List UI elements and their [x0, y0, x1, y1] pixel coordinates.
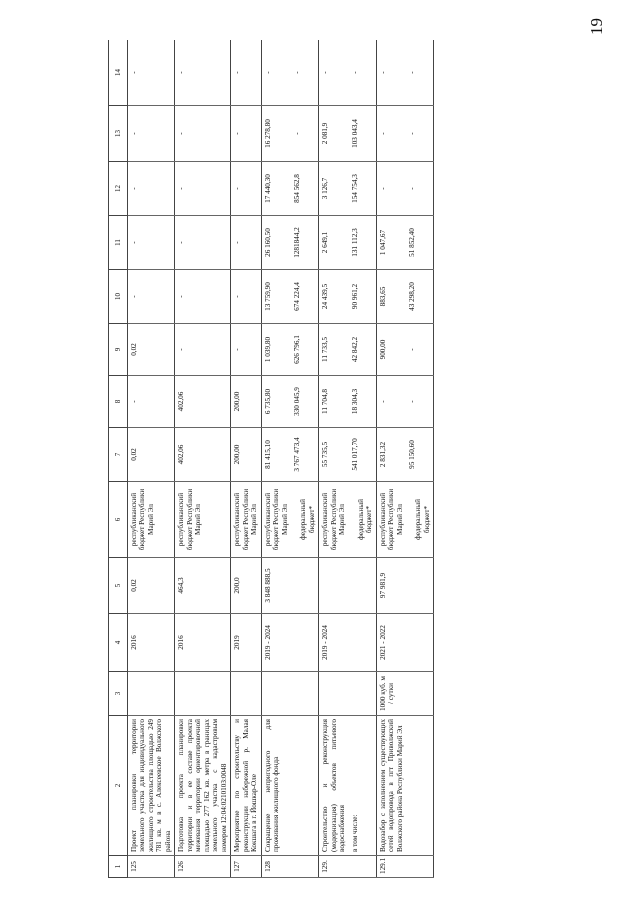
table-cell: - [175, 162, 231, 216]
table-cell: 18 304,3 [349, 376, 376, 428]
table-cell [291, 716, 318, 856]
table-row [128, 40, 175, 878]
table-cell: 129.1 [376, 856, 406, 878]
table-cell: - [231, 106, 261, 162]
table-cell: 154 754,3 [349, 162, 376, 216]
table-cell: 0,02 [128, 558, 175, 614]
table-cell: республиканский бюджет Республики Марий Эл [231, 482, 261, 558]
table-cell: 2019 - 2024 [261, 614, 291, 672]
column-header: 7 [109, 428, 128, 482]
table-cell: - [406, 40, 433, 106]
table-cell: 200,0 [231, 558, 261, 614]
table-cell: 6 735,80 [261, 376, 291, 428]
table-cell [406, 614, 433, 672]
table-cell: - [128, 106, 175, 162]
table-cell: 2016 [128, 614, 175, 672]
table-cell: 103 043,4 [349, 106, 376, 162]
table-cell: 1281844,2 [291, 216, 318, 270]
table-row [319, 40, 349, 878]
table-cell: республиканский бюджет Республики Марий Эл [128, 482, 175, 558]
column-header: 4 [109, 614, 128, 672]
column-header: 2 [109, 716, 128, 856]
table-cell [291, 614, 318, 672]
table-row [349, 40, 376, 878]
column-header: 1 [109, 856, 128, 878]
table-cell: - [376, 162, 406, 216]
table-cell: Проект планировки территории земельного участка для индивидуального жилищного строительства площадью 249 781 кв. м в с. Алексеевское Волжского района [128, 716, 175, 856]
table-cell: 2016 [175, 614, 231, 672]
table-cell: Подготовка проекта планировки территории и в ее составе проекта межевания территории ориентировочной площадью 277 162 кв. метра в границах земельного участка с кадастровым номером 12:04:0210103:0048 [175, 716, 231, 856]
table-cell: 900,00 [376, 324, 406, 376]
table-row [376, 40, 406, 878]
table-cell: 1 039,80 [261, 324, 291, 376]
table-cell: 43 298,20 [406, 270, 433, 324]
table-cell: - [231, 270, 261, 324]
table-cell: - [175, 40, 231, 106]
table-cell: - [406, 162, 433, 216]
table-cell: - [128, 270, 175, 324]
table-cell: федеральный бюджет* [406, 482, 433, 558]
table-cell: Мероприятие по строительству и реконструкции набережной р. Малая Кокшага в г. Йошкар-Оле [231, 716, 261, 856]
table-cell: республиканский бюджет Республики Марий Эл [175, 482, 231, 558]
table-cell [406, 558, 433, 614]
table-cell: 674 224,4 [291, 270, 318, 324]
column-header: 14 [109, 40, 128, 106]
table-cell: 2 081,9 [319, 106, 349, 162]
table-cell: 42 842,2 [349, 324, 376, 376]
table-cell [349, 614, 376, 672]
table-cell: 464,3 [175, 558, 231, 614]
table-cell: 626 796,1 [291, 324, 318, 376]
table-cell: 330 045,9 [291, 376, 318, 428]
table-cell [261, 672, 291, 716]
page-number: 19 [587, 18, 606, 35]
table-cell: 97 981,9 [376, 558, 406, 614]
column-header: 9 [109, 324, 128, 376]
table-cell [291, 672, 318, 716]
column-header: 12 [109, 162, 128, 216]
table-cell [406, 856, 433, 878]
table-cell: 13 759,90 [261, 270, 291, 324]
table-cell: - [231, 162, 261, 216]
table-cell: республиканский бюджет Республики Марий Эл [261, 482, 291, 558]
table-row [231, 40, 261, 878]
table-row [406, 40, 433, 878]
column-header: 6 [109, 482, 128, 558]
table-cell: - [349, 40, 376, 106]
table-cell [319, 672, 349, 716]
table-cell [291, 856, 318, 878]
table-cell: 854 562,8 [291, 162, 318, 216]
table-cell [349, 856, 376, 878]
table-cell: 26 160,50 [261, 216, 291, 270]
table-cell: 51 852,40 [406, 216, 433, 270]
column-header: 5 [109, 558, 128, 614]
table-cell: республиканский бюджет Республики Марий Эл [319, 482, 349, 558]
table-cell: - [261, 40, 291, 106]
table-cell: 1 047,67 [376, 216, 406, 270]
table-cell [349, 672, 376, 716]
table-cell: - [175, 216, 231, 270]
table-cell: 541 017,70 [349, 428, 376, 482]
table-cell: 90 961,2 [349, 270, 376, 324]
table-cell: 131 112,3 [349, 216, 376, 270]
table-cell: республиканский бюджет Республики Марий Эл [376, 482, 406, 558]
table-cell: 2019 [231, 614, 261, 672]
table-cell: - [406, 324, 433, 376]
table-cell: в том числе: [349, 716, 376, 856]
table-cell: 95 150,60 [406, 428, 433, 482]
table-cell: 3 848 888,5 [261, 558, 291, 614]
table-body [128, 40, 434, 878]
table-cell: 3 767 473,4 [291, 428, 318, 482]
table-cell: - [128, 40, 175, 106]
table-cell: - [175, 106, 231, 162]
table-row [261, 40, 291, 878]
table-cell: Строительство и реконструкция (модернизация) объектов питьевого водоснабжения [319, 716, 349, 856]
table-cell: 81 415,10 [261, 428, 291, 482]
table-cell: 125 [128, 856, 175, 878]
table-cell: 200,00 [231, 376, 261, 428]
table-cell: 11 733,5 [319, 324, 349, 376]
header-row [109, 40, 128, 878]
table-cell: 24 439,5 [319, 270, 349, 324]
table-cell: 11 704,8 [319, 376, 349, 428]
table-cell: 402,06 [175, 376, 231, 428]
table-cell: 17 440,30 [261, 162, 291, 216]
table-cell: 2019 - 2024 [319, 614, 349, 672]
table-cell [406, 672, 433, 716]
table-cell: - [231, 40, 261, 106]
table-cell: 3 126,7 [319, 162, 349, 216]
table-row [175, 40, 231, 878]
column-header: 11 [109, 216, 128, 270]
column-header: 8 [109, 376, 128, 428]
table-row [291, 40, 318, 878]
table-cell: - [175, 324, 231, 376]
table-cell: 2 831,32 [376, 428, 406, 482]
table-cell: 55 735,5 [319, 428, 349, 482]
table-cell: - [406, 106, 433, 162]
table-cell: 1000 куб. м / сутки [376, 672, 406, 716]
table-cell: - [291, 106, 318, 162]
table-cell: федеральный бюджет* [291, 482, 318, 558]
table-cell: - [231, 324, 261, 376]
table-cell: 128 [261, 856, 291, 878]
column-header: 10 [109, 270, 128, 324]
table-cell: 0,02 [128, 428, 175, 482]
table-cell: - [128, 376, 175, 428]
table-cell: 402,06 [175, 428, 231, 482]
table-cell: - [128, 162, 175, 216]
column-header: 3 [109, 672, 128, 716]
table-cell: 127 [231, 856, 261, 878]
column-header: 13 [109, 106, 128, 162]
table-cell: 126 [175, 856, 231, 878]
table-cell: 2021 - 2022 [376, 614, 406, 672]
table-cell: федеральный бюджет* [349, 482, 376, 558]
table-cell: 2 649,1 [319, 216, 349, 270]
program-table [108, 40, 434, 878]
table-cell: - [128, 216, 175, 270]
table-cell: Сокращение непригодного для проживания жилищного фонда [261, 716, 291, 856]
table-cell: 16 278,80 [261, 106, 291, 162]
table-cell: 129. [319, 856, 349, 878]
table-cell: - [376, 40, 406, 106]
table-cell: - [231, 216, 261, 270]
table-cell: - [376, 376, 406, 428]
table-cell [349, 558, 376, 614]
table-cell: - [291, 40, 318, 106]
table-cell [406, 716, 433, 856]
table-cell [231, 672, 261, 716]
table-cell [291, 558, 318, 614]
table-cell [128, 672, 175, 716]
landscape-table-wrapper [108, 40, 628, 878]
rotated-table-frame [108, 40, 628, 878]
table-cell: 0,02 [128, 324, 175, 376]
table-cell: 883,65 [376, 270, 406, 324]
table-cell [319, 558, 349, 614]
table-cell: - [406, 376, 433, 428]
table-cell [175, 672, 231, 716]
table-cell: - [319, 40, 349, 106]
table-cell: - [175, 270, 231, 324]
table-cell: Водозабор с заполнением существующих сетей водопровода в пгт Приволжский Волжского района Республики Марий Эл [376, 716, 406, 856]
table-cell: 200,00 [231, 428, 261, 482]
table-cell: - [376, 106, 406, 162]
